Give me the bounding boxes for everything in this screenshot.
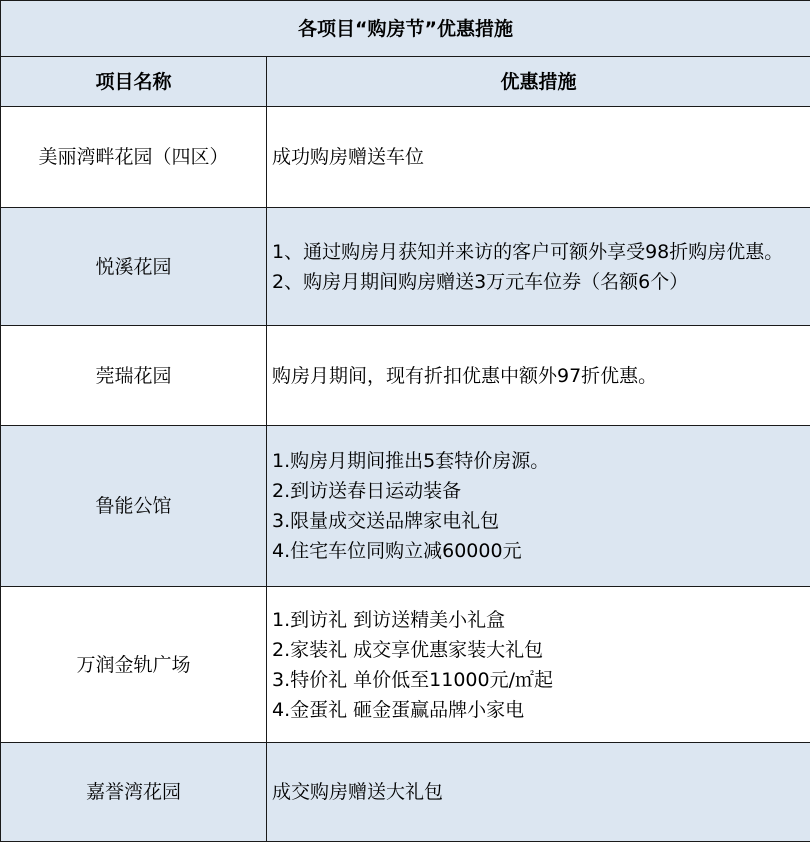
project-name-cell: 嘉誉湾花园 bbox=[1, 743, 267, 842]
table-title: 各项目“购房节”优惠措施 bbox=[1, 1, 810, 57]
measure-line: 2.到访送春日运动装备 bbox=[272, 476, 804, 506]
project-name-cell: 万润金轨广场 bbox=[1, 587, 267, 743]
column-header-measures: 优惠措施 bbox=[267, 57, 810, 107]
table-header-row bbox=[1, 57, 810, 107]
measure-line: 购房月期间，现有折扣优惠中额外97折优惠。 bbox=[272, 361, 804, 391]
table-row bbox=[1, 743, 810, 842]
measures-cell bbox=[267, 587, 810, 743]
table-row bbox=[1, 426, 810, 587]
project-name-cell: 美丽湾畔花园（四区） bbox=[1, 107, 267, 208]
measure-line: 2.家装礼 成交享优惠家装大礼包 bbox=[272, 635, 804, 665]
measure-line: 1.购房月期间推出5套特价房源。 bbox=[272, 446, 804, 476]
measures-cell bbox=[267, 326, 810, 426]
measure-line: 1、通过购房月获知并来访的客户可额外享受98折购房优惠。 bbox=[272, 237, 804, 267]
measures-cell bbox=[267, 208, 810, 326]
measure-line: 3.特价礼 单价低至11000元/㎡起 bbox=[272, 665, 804, 695]
measure-line: 2、购房月期间购房赠送3万元车位券（名额6个） bbox=[272, 267, 804, 297]
project-name-cell: 莞瑞花园 bbox=[1, 326, 267, 426]
measure-line: 3.限量成交送品牌家电礼包 bbox=[272, 506, 804, 536]
measure-line: 4.住宅车位同购立减60000元 bbox=[272, 536, 804, 566]
project-name-cell: 悦溪花园 bbox=[1, 208, 267, 326]
measures-cell bbox=[267, 107, 810, 208]
measure-line: 成功购房赠送车位 bbox=[272, 142, 804, 172]
measure-line: 成交购房赠送大礼包 bbox=[272, 777, 804, 807]
table-row bbox=[1, 587, 810, 743]
table-title-row bbox=[1, 1, 810, 57]
measure-line: 4.金蛋礼 砸金蛋赢品牌小家电 bbox=[272, 695, 804, 725]
table-row bbox=[1, 326, 810, 426]
measure-line: 1.到访礼 到访送精美小礼盒 bbox=[272, 605, 804, 635]
table-row bbox=[1, 208, 810, 326]
project-name-cell: 鲁能公馆 bbox=[1, 426, 267, 587]
table-row bbox=[1, 107, 810, 208]
measures-cell bbox=[267, 426, 810, 587]
column-header-project-name: 项目名称 bbox=[1, 57, 267, 107]
measures-cell bbox=[267, 743, 810, 842]
